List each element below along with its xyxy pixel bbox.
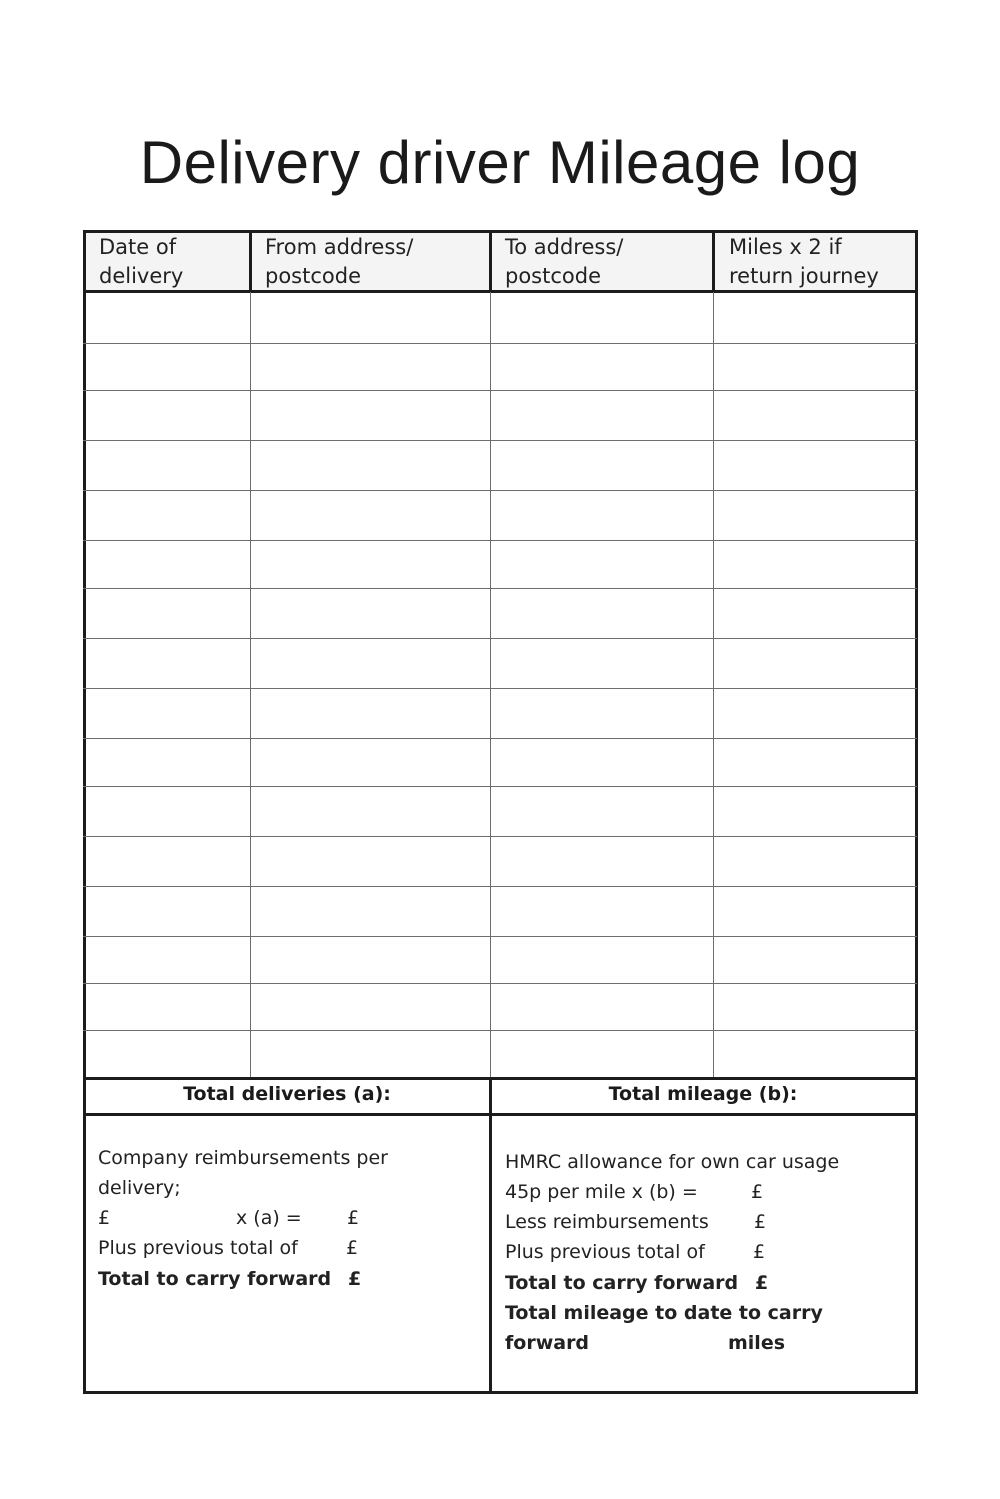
hmrc-previous-pound: £ xyxy=(753,1241,766,1263)
hmrc-allowance-line: HMRC allowance for own car usage xyxy=(505,1151,840,1173)
hmrc-miles-unit: miles xyxy=(728,1332,786,1354)
totals-bottom-border xyxy=(83,1113,917,1116)
row-line-1 xyxy=(83,390,917,391)
company-pound-sign: £ xyxy=(98,1207,111,1229)
hmrc-rate-line: 45p per mile x (b) = xyxy=(505,1181,698,1203)
table-right-border xyxy=(915,230,918,1394)
hmrc-mileage-to-date-line2: forward xyxy=(505,1332,590,1354)
row-line-0 xyxy=(83,343,917,344)
company-reimbursement-line1: Company reimbursements per xyxy=(98,1147,388,1169)
total-deliveries-label: Total deliveries (a): xyxy=(183,1083,391,1105)
row-line-3 xyxy=(83,490,917,491)
table-left-border xyxy=(83,230,86,1394)
hmrc-less-pound: £ xyxy=(754,1211,767,1233)
page-title: Delivery driver Mileage log xyxy=(139,129,861,196)
company-reimbursement-line2: delivery; xyxy=(98,1177,181,1199)
company-carry-forward: Total to carry forward xyxy=(98,1268,332,1290)
row-line-5 xyxy=(83,588,917,589)
hmrc-less-reimbursements: Less reimbursements xyxy=(505,1211,709,1233)
row-line-11 xyxy=(83,886,917,887)
row-line-12 xyxy=(83,936,917,937)
hmrc-mileage-to-date-line1: Total mileage to date to carry xyxy=(505,1302,823,1324)
column-header-from: From address/ postcode xyxy=(265,235,414,288)
company-previous-pound: £ xyxy=(346,1237,359,1259)
row-line-9 xyxy=(83,786,917,787)
total-mileage-label: Total mileage (b): xyxy=(608,1083,798,1105)
column-header-miles: Miles x 2 if return journey xyxy=(729,235,879,288)
row-line-10 xyxy=(83,836,917,837)
row-line-7 xyxy=(83,688,917,689)
company-pound-result: £ xyxy=(347,1207,360,1229)
row-line-8 xyxy=(83,738,917,739)
header-divider-0 xyxy=(249,230,252,292)
company-carry-pound: £ xyxy=(348,1268,362,1290)
row-line-6 xyxy=(83,638,917,639)
header-bottom-border xyxy=(83,290,917,293)
header-divider-2 xyxy=(712,230,715,292)
column-divider-1 xyxy=(490,292,491,1078)
footer-center-divider xyxy=(489,1077,492,1394)
column-header-to: To address/ postcode xyxy=(505,235,624,288)
hmrc-carry-forward: Total to carry forward xyxy=(505,1272,739,1294)
column-header-date: Date of delivery xyxy=(99,235,184,288)
row-line-13 xyxy=(83,983,917,984)
company-times-a: x (a) = xyxy=(236,1207,302,1229)
column-divider-2 xyxy=(713,292,714,1078)
hmrc-previous-total: Plus previous total of xyxy=(505,1241,705,1263)
row-line-2 xyxy=(83,440,917,441)
header-divider-1 xyxy=(489,230,492,292)
hmrc-carry-pound: £ xyxy=(755,1272,769,1294)
table-top-border xyxy=(83,230,917,233)
column-divider-0 xyxy=(250,292,251,1078)
row-line-14 xyxy=(83,1030,917,1031)
row-line-4 xyxy=(83,540,917,541)
company-previous-total: Plus previous total of xyxy=(98,1237,298,1259)
table-bottom-border xyxy=(83,1391,917,1394)
hmrc-rate-pound: £ xyxy=(751,1181,764,1203)
